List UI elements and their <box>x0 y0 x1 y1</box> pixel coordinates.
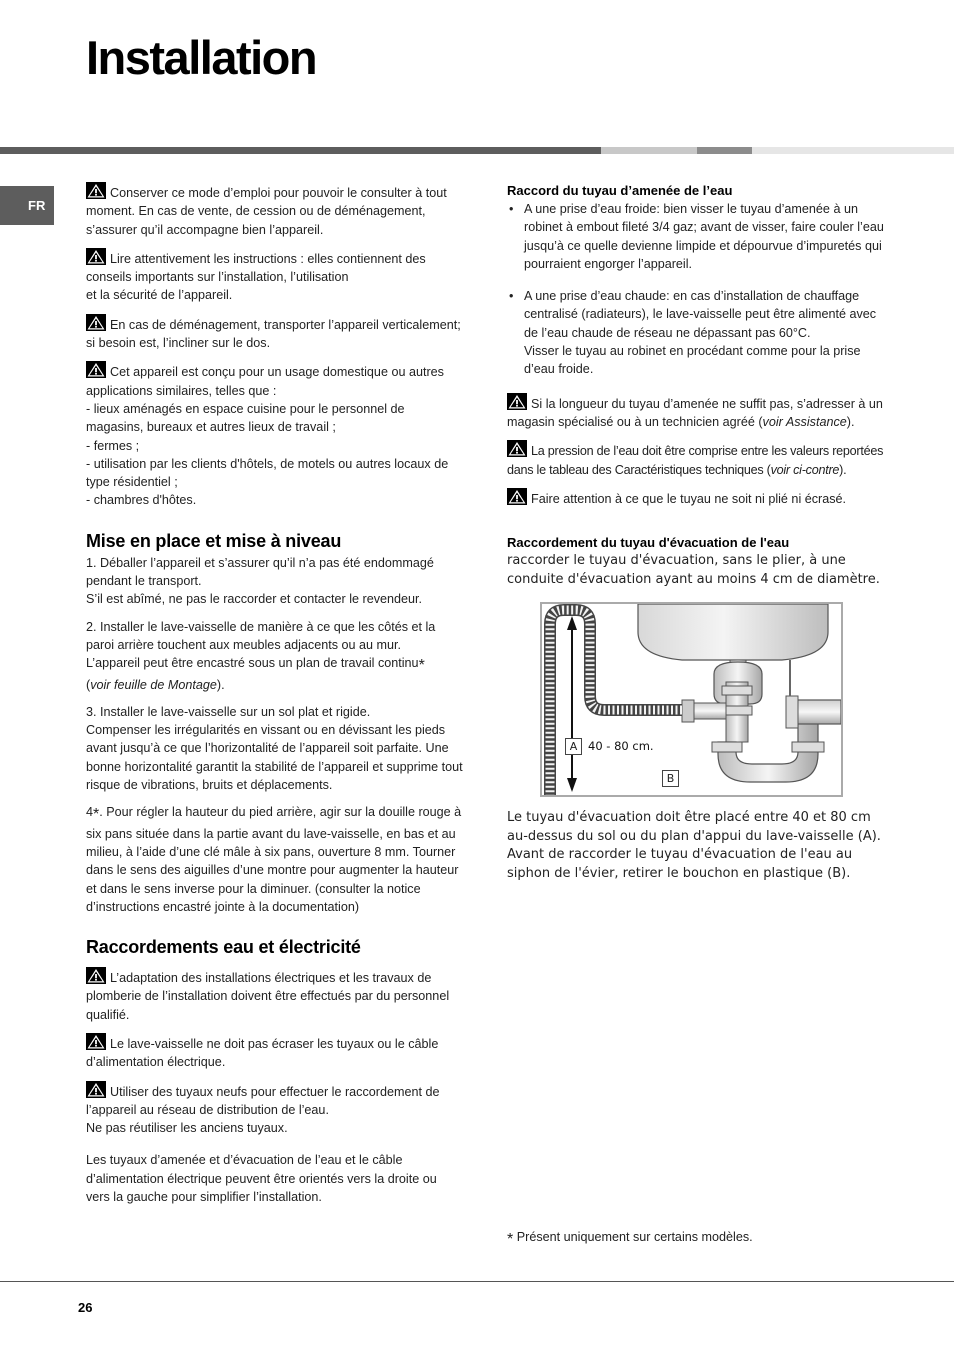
header-bar-light <box>601 147 697 154</box>
warning-paragraph: La pression de l’eau doit être comprise entre les valeurs reportées dans le tableau des Caractéristiques techniques (voir ci-contre). <box>507 440 887 479</box>
warning-paragraph: Si la longueur du tuyau d’amenée ne suffit pas, s’adresser à un magasin spécialisé ou à un technicien agréé (voir Assistance). <box>507 393 887 432</box>
page-title: Installation <box>86 31 317 84</box>
list-item: • A une prise d’eau chaude: en cas d’installation de chauffage centralisé (radiateurs), le lave-vaisselle peut être alimenté avec de l’eau chaude de réseau ne dépassant pas 60°C. Visser le tuyau au robinet en procédant comme pour la prise d’eau froide. <box>507 287 887 378</box>
assistance-reference: voir Assistance <box>762 414 847 429</box>
page-number: 26 <box>78 1300 93 1315</box>
warning-paragraph: Utiliser des tuyaux neufs pour effectuer le raccordement de l’appareil au réseau de distribution de l’eau. Ne pas réutiliser les anciens tuyaux. <box>86 1081 464 1138</box>
warning-triangle-icon <box>86 1081 106 1098</box>
warning-triangle-icon <box>86 248 106 265</box>
warning-paragraph: En cas de déménagement, transporter l’appareil verticalement; si besoin est, l’incliner sur le dos. <box>86 314 464 353</box>
header-bar-pale <box>752 147 954 154</box>
step-4: 4*. Pour régler la hauteur du pied arrière, agir sur la douille rouge à six pans située dans la partie avant du lave-vaisselle, en bas et au milieu, à l’aide d’une clé mâle à six pans, ouverture 8 mm. Tourner dans le sens des aiguilles d’une montre pour augmenter la hauteur et dans le sens inverse pour la diminuer. (consulter la notice d’instructions encastré jointe à la documentation) <box>86 805 462 914</box>
warning-triangle-icon <box>507 488 527 505</box>
warning-triangle-icon <box>507 393 527 410</box>
step-3: 3. Installer le lave-vaisselle sur un sol plat et rigide. Compenser les irrégularités en vissant ou en dévissant les pieds avant jusqu’à ce que l’horizontalité de l’appareil soit parfaite. Une bonne horizontalité garantit la stabilité de l’appareil et supprime tout risque de vibrations, bruits et déplacements. <box>86 704 463 793</box>
drain-hose-heading: Raccordement du tuyau d'évacuation de l'eau <box>507 535 790 551</box>
section-heading-placement: Mise en place et mise à niveau <box>86 530 342 551</box>
step-2: 2. Installer le lave-vaisselle de manière à ce que les côtés et la paroi arrière touchent aux meubles adjacents ou au mur. L’appareil peut être encastré sous un plan de travail continu* (voir feuille de Montage). <box>86 619 436 692</box>
drain-illustration <box>542 604 841 795</box>
drain-intro: raccorder le tuyau d'évacuation, sans le plier, à une conduite d'évacuation ayant au moins 4 cm de diamètre. <box>507 553 880 587</box>
footnote: * Présent uniquement sur certains modèles. <box>507 1230 753 1248</box>
usage-list-item: - lieux aménagés en espace cuisine pour le personnel de magasins, bureaux et autres lieux de travail ; <box>86 401 405 435</box>
label-a: A <box>565 738 582 755</box>
warning-triangle-icon <box>86 314 106 331</box>
warning-paragraph: Faire attention à ce que le tuyau ne soit ni plié ni écrasé. <box>507 488 887 508</box>
usage-list-item: - utilisation par les clients d'hôtels, de motels ou autres locaux de type résidentiel ; <box>86 456 449 490</box>
right-column <box>507 182 887 883</box>
inlet-hose-heading: Raccord du tuyau d’amenée de l’eau <box>507 183 733 198</box>
warning-paragraph: Cet appareil est conçu pour un usage domestique ou autres applications similaires, telles que : <box>86 361 464 400</box>
header-bar-mid <box>697 147 752 154</box>
section-heading-connections: Raccordements eau et électricité <box>86 937 361 958</box>
warning-triangle-icon <box>86 1033 106 1050</box>
drain-height-note: Le tuyau d'évacuation doit être placé entre 40 et 80 cm au-dessus du sol ou du plan d'appui du lave-vaisselle (A). <box>507 810 881 844</box>
left-column <box>86 182 464 1206</box>
inlet-bullet-list <box>507 200 887 379</box>
warning-triangle-icon <box>507 440 527 457</box>
montage-sheet-reference: voir feuille de Montage <box>90 677 217 692</box>
label-b: B <box>662 770 679 787</box>
footer-divider <box>0 1281 954 1282</box>
usage-list-item: - chambres d'hôtes. <box>86 493 197 508</box>
warning-triangle-icon <box>86 361 106 378</box>
height-range-label: 40 - 80 cm. <box>588 739 654 754</box>
warning-triangle-icon <box>86 182 106 199</box>
step-1: 1. Déballer l’appareil et s’assurer qu’il n’a pas été endommagé pendant le transport. S’il est abîmé, ne pas le raccorder et contacter le revendeur. <box>86 555 434 607</box>
drain-hose-diagram <box>540 602 843 797</box>
hose-orientation-note: Les tuyaux d’amenée et d’évacuation de l’eau et le câble d’alimentation électrique peuvent être orientés vers la droite ou vers la gauche pour simplifier l’installation. <box>86 1153 437 1205</box>
list-item: • A une prise d’eau froide: bien visser le tuyau d’amenée à un robinet à embout fileté 3/4 gaz; avant de visser, faire couler l’eau jusqu’à ce quelle devienne limpide et dépourvue d’impuretés qui pourraient engorger l’appareil. <box>507 200 887 273</box>
header-bar-dark <box>0 147 601 154</box>
asterisk-mark: * <box>507 1231 514 1248</box>
specs-reference: voir ci-contre <box>770 462 840 477</box>
warning-paragraph: L’adaptation des installations électriques et les travaux de plomberie de l’installation doivent être effectués par du personnel qualifié. <box>86 967 464 1024</box>
warning-paragraph: Lire attentivement les instructions : elles contiennent des conseils importants sur l’installation, l’utilisation et la sécurité de l’appareil. <box>86 248 464 305</box>
warning-paragraph: Conserver ce mode d’emploi pour pouvoir le consulter à tout moment. En cas de vente, de cession ou de déménagement, s’assurer qu’il accompagne bien l’appareil. <box>86 182 464 239</box>
asterisk-mark: * <box>418 657 425 675</box>
warning-triangle-icon <box>86 967 106 984</box>
asterisk-mark: * <box>93 806 100 824</box>
drain-plug-note: Avant de raccorder le tuyau d'évacuation de l'eau au siphon de l'évier, retirer le bouchon en plastique (B). <box>507 847 853 881</box>
warning-paragraph: Le lave-vaisselle ne doit pas écraser les tuyaux ou le câble d’alimentation électrique. <box>86 1033 464 1072</box>
language-tab: FR <box>0 186 54 225</box>
usage-list-item: - fermes ; <box>86 438 140 453</box>
